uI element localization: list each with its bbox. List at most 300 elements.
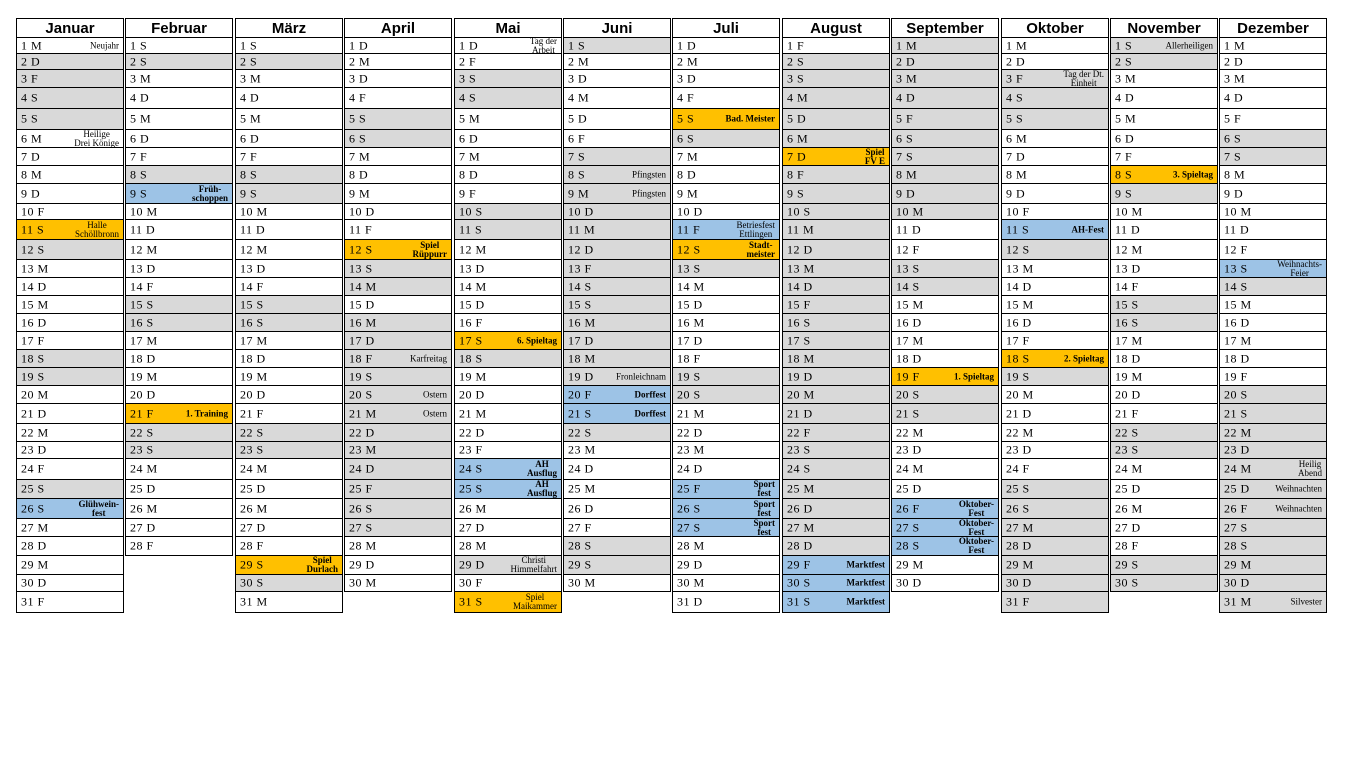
day-cell — [344, 537, 452, 556]
day-number: 11 M — [568, 222, 596, 236]
day-note: Fronleichnam — [616, 371, 666, 381]
day-number: 25 S — [21, 481, 45, 496]
day-cell — [891, 350, 999, 368]
day-number: 19 S — [21, 369, 45, 383]
day-number: 23 D — [1224, 442, 1250, 457]
day-number: 23 D — [21, 442, 47, 457]
day-cell — [454, 240, 562, 260]
day-number: 1 S — [240, 38, 258, 52]
day-cell — [454, 442, 562, 459]
day-number: 23 D — [896, 442, 922, 457]
day-number: 31 M — [1224, 594, 1252, 609]
day-cell — [344, 88, 452, 109]
day-number: 24 S — [787, 461, 811, 476]
day-note: Heilige Drei Könige — [74, 128, 119, 148]
day-cell — [1219, 332, 1327, 350]
day-number: 30 D — [1224, 575, 1250, 590]
day-note: AH-Fest — [1071, 224, 1104, 234]
day-note: Silvester — [1290, 596, 1322, 607]
day-number: 14 S — [896, 279, 920, 293]
day-cell — [782, 54, 890, 70]
day-cell — [454, 130, 562, 148]
day-number: 1 S — [1115, 38, 1133, 52]
day-cell — [344, 480, 452, 499]
day-cell — [891, 54, 999, 70]
day-number: 3 D — [568, 71, 588, 85]
day-cell — [1219, 404, 1327, 424]
day-number: 16 M — [568, 315, 596, 329]
day-number: 26 M — [1115, 501, 1143, 515]
day-number: 16 F — [459, 315, 483, 329]
day-number: 9 S — [787, 186, 805, 200]
day-cell — [563, 537, 671, 556]
day-cell — [235, 575, 343, 592]
day-cell — [454, 260, 562, 278]
day-cell — [672, 575, 780, 592]
day-cell — [454, 184, 562, 204]
day-number: 25 D — [1115, 481, 1141, 496]
day-number: 17 M — [130, 333, 158, 347]
day-cell — [125, 184, 233, 204]
day-cell — [1219, 184, 1327, 204]
day-cell — [563, 350, 671, 368]
day-cell — [1110, 240, 1218, 260]
day-number: 4 D — [1115, 90, 1135, 105]
day-note: AH Ausflug — [526, 459, 557, 478]
day-number: 30 F — [459, 575, 483, 590]
day-cell — [891, 442, 999, 459]
day-number: 13 S — [349, 261, 373, 275]
day-number: 31 S — [459, 594, 483, 609]
day-cell — [1001, 332, 1109, 350]
day-cell — [235, 386, 343, 404]
day-cell — [782, 537, 890, 556]
day-number: 21 M — [459, 406, 487, 420]
day-cell — [891, 404, 999, 424]
day-number: 9 D — [1006, 186, 1026, 200]
day-number: 20 M — [787, 387, 815, 401]
day-cell — [891, 459, 999, 480]
day-number: 16 D — [1224, 315, 1250, 329]
day-cell — [344, 204, 452, 220]
day-number: 15 D — [459, 297, 485, 311]
day-number: 16 M — [677, 315, 705, 329]
day-number: 4 D — [896, 90, 916, 105]
day-note: Oktober- Fest — [958, 536, 994, 555]
day-number: 6 M — [1006, 131, 1028, 145]
day-cell — [16, 459, 124, 480]
day-cell — [1110, 404, 1218, 424]
day-number: 9 F — [459, 186, 477, 200]
day-number: 3 S — [787, 71, 805, 85]
day-number: 13 M — [787, 261, 815, 275]
day-number: 11 S — [1006, 222, 1030, 236]
day-cell — [1110, 54, 1218, 70]
day-cell — [672, 368, 780, 386]
day-number: 13 D — [459, 261, 485, 275]
day-number: 22 D — [677, 425, 703, 439]
day-cell — [1110, 519, 1218, 537]
day-number: 29 M — [896, 557, 924, 572]
day-number: 16 S — [240, 315, 264, 329]
day-number: 29 S — [240, 557, 264, 572]
day-cell — [454, 166, 562, 184]
day-number: 19 M — [240, 369, 268, 383]
day-number: 28 F — [1115, 538, 1139, 553]
day-cell — [1219, 148, 1327, 166]
day-number: 11 F — [677, 222, 701, 236]
day-number: 7 M — [677, 149, 699, 163]
day-number: 11 D — [896, 222, 922, 236]
day-number: 5 M — [130, 111, 152, 126]
day-number: 18 D — [240, 351, 266, 365]
day-cell — [1110, 459, 1218, 480]
day-note: Spiel FV E — [864, 146, 885, 166]
day-cell — [1219, 240, 1327, 260]
day-cell — [672, 499, 780, 519]
day-number: 21 F — [130, 406, 154, 420]
day-number: 22 D — [349, 425, 375, 439]
day-cell — [1219, 575, 1327, 592]
day-number: 27 M — [787, 520, 815, 534]
day-cell — [16, 204, 124, 220]
day-number: 6 S — [349, 131, 367, 145]
day-note: Ostern — [423, 408, 447, 418]
day-cell — [563, 519, 671, 537]
day-number: 2 D — [1006, 54, 1026, 68]
day-number: 31 F — [1006, 594, 1030, 609]
day-number: 15 M — [1006, 297, 1034, 311]
day-number: 31 F — [21, 594, 45, 609]
day-cell — [1001, 240, 1109, 260]
day-cell — [16, 537, 124, 556]
day-number: 14 D — [21, 279, 47, 293]
day-cell — [125, 148, 233, 166]
day-cell — [16, 424, 124, 442]
day-cell — [1219, 368, 1327, 386]
day-note: 1. Spieltag — [953, 371, 994, 381]
day-cell — [563, 575, 671, 592]
day-number: 10 S — [459, 204, 483, 218]
day-cell — [454, 424, 562, 442]
day-cell — [235, 350, 343, 368]
day-number: 12 D — [568, 242, 594, 256]
day-number: 2 S — [240, 54, 258, 68]
day-cell — [891, 314, 999, 332]
day-number: 12 M — [459, 242, 487, 256]
day-cell — [344, 442, 452, 459]
day-cell — [344, 70, 452, 88]
day-number: 8 S — [1115, 167, 1133, 181]
day-cell — [454, 386, 562, 404]
day-cell — [672, 332, 780, 350]
day-note: Weihnachten — [1275, 483, 1322, 494]
day-number: 17 D — [568, 333, 594, 347]
day-cell — [1001, 260, 1109, 278]
day-number: 10 M — [896, 204, 924, 218]
day-note: Spiel Maikammer — [513, 592, 557, 611]
month-header: Oktober — [1001, 18, 1109, 38]
day-cell — [563, 296, 671, 314]
month-header: März — [235, 18, 343, 38]
day-cell — [1001, 166, 1109, 184]
day-cell — [125, 278, 233, 296]
day-number: 30 D — [896, 575, 922, 590]
day-number: 24 M — [896, 461, 924, 476]
day-number: 10 M — [130, 204, 158, 218]
day-cell — [1110, 184, 1218, 204]
day-cell — [1001, 296, 1109, 314]
day-cell — [563, 368, 671, 386]
day-note: Dorffest — [634, 408, 666, 418]
day-cell — [454, 109, 562, 130]
day-number: 28 D — [1006, 538, 1032, 553]
day-number: 3 M — [1224, 71, 1246, 85]
day-cell — [1110, 350, 1218, 368]
day-cell — [454, 278, 562, 296]
day-number: 24 F — [21, 461, 45, 476]
day-number: 24 D — [349, 461, 375, 476]
day-cell — [16, 130, 124, 148]
day-number: 28 M — [677, 538, 705, 553]
day-cell — [1001, 350, 1109, 368]
day-number: 26 M — [459, 501, 487, 515]
day-number: 17 D — [349, 333, 375, 347]
day-number: 29 D — [677, 557, 703, 572]
day-number: 24 F — [1006, 461, 1030, 476]
day-number: 28 S — [568, 538, 592, 553]
day-number: 12 S — [677, 242, 701, 256]
day-number: 5 M — [1115, 111, 1137, 126]
day-number: 25 D — [1224, 481, 1250, 496]
day-number: 30 S — [787, 575, 811, 590]
day-cell — [1001, 184, 1109, 204]
day-cell — [16, 88, 124, 109]
day-cell — [344, 556, 452, 575]
month-header: Januar — [16, 18, 124, 38]
day-cell — [125, 240, 233, 260]
day-number: 3 M — [896, 71, 918, 85]
day-cell — [672, 70, 780, 88]
day-number: 15 M — [896, 297, 924, 311]
day-cell — [782, 70, 890, 88]
day-cell — [235, 148, 343, 166]
day-number: 29 F — [787, 557, 811, 572]
day-cell — [891, 499, 999, 519]
day-cell — [1110, 296, 1218, 314]
day-cell — [454, 88, 562, 109]
day-number: 7 D — [1006, 149, 1026, 163]
day-cell — [782, 556, 890, 575]
day-cell — [563, 166, 671, 184]
day-cell — [563, 220, 671, 240]
day-number: 19 M — [130, 369, 158, 383]
day-cell — [1110, 204, 1218, 220]
day-cell — [782, 148, 890, 166]
day-number: 19 S — [677, 369, 701, 383]
day-cell — [782, 204, 890, 220]
day-number: 6 M — [21, 131, 43, 145]
day-number: 2 S — [787, 54, 805, 68]
day-number: 5 S — [1006, 111, 1024, 126]
month-header: Juli — [672, 18, 780, 38]
day-number: 11 D — [240, 222, 266, 236]
day-number: 4 M — [787, 90, 809, 105]
day-cell — [563, 499, 671, 519]
month-header: November — [1110, 18, 1218, 38]
day-cell — [891, 88, 999, 109]
day-cell — [16, 184, 124, 204]
day-number: 14 M — [349, 279, 377, 293]
day-number: 15 F — [787, 297, 811, 311]
day-number: 20 D — [1115, 387, 1141, 401]
day-number: 20 D — [459, 387, 485, 401]
day-number: 26 M — [240, 501, 268, 515]
day-cell — [1219, 314, 1327, 332]
day-cell — [1110, 368, 1218, 386]
day-number: 14 F — [130, 279, 154, 293]
day-cell — [344, 519, 452, 537]
day-number: 1 F — [787, 38, 805, 52]
day-cell — [672, 442, 780, 459]
day-cell — [672, 404, 780, 424]
day-cell — [672, 424, 780, 442]
day-number: 1 M — [896, 38, 918, 52]
day-cell — [1219, 499, 1327, 519]
day-number: 28 S — [896, 538, 920, 553]
day-number: 24 S — [459, 461, 483, 476]
day-number: 7 F — [240, 149, 258, 163]
day-number: 25 S — [459, 481, 483, 496]
day-cell — [782, 88, 890, 109]
day-number: 13 M — [21, 261, 49, 275]
day-number: 23 M — [568, 442, 596, 457]
day-number: 1 S — [130, 38, 148, 52]
day-cell — [782, 386, 890, 404]
day-cell — [16, 54, 124, 70]
day-cell — [672, 220, 780, 240]
day-number: 18 M — [568, 351, 596, 365]
day-cell — [235, 220, 343, 240]
day-number: 19 S — [1006, 369, 1030, 383]
day-number: 2 D — [896, 54, 916, 68]
day-cell — [563, 184, 671, 204]
day-number: 14 D — [787, 279, 813, 293]
day-cell — [891, 575, 999, 592]
day-cell — [672, 592, 780, 613]
day-number: 5 S — [21, 111, 39, 126]
day-number: 26 S — [1006, 501, 1030, 515]
day-number: 14 M — [459, 279, 487, 293]
day-cell — [782, 459, 890, 480]
day-cell — [125, 260, 233, 278]
day-number: 15 S — [130, 297, 154, 311]
day-cell — [344, 184, 452, 204]
day-number: 28 D — [21, 538, 47, 553]
day-cell — [125, 424, 233, 442]
day-number: 14 S — [568, 279, 592, 293]
day-number: 22 M — [21, 425, 49, 439]
day-cell — [1001, 109, 1109, 130]
day-number: 17 S — [459, 333, 483, 347]
day-cell — [125, 204, 233, 220]
day-number: 15 D — [677, 297, 703, 311]
day-number: 19 D — [787, 369, 813, 383]
day-cell — [1219, 296, 1327, 314]
month-header: April — [344, 18, 452, 38]
day-number: 8 D — [349, 167, 369, 181]
day-number: 8 M — [1006, 167, 1028, 181]
day-number: 10 M — [1224, 204, 1252, 218]
day-number: 27 D — [240, 520, 266, 534]
day-cell — [782, 499, 890, 519]
month-header: Mai — [454, 18, 562, 38]
day-number: 15 S — [240, 297, 264, 311]
day-number: 22 S — [1115, 425, 1139, 439]
day-number: 18 S — [459, 351, 483, 365]
day-cell — [672, 459, 780, 480]
day-number: 28 F — [240, 538, 264, 553]
day-cell — [235, 70, 343, 88]
day-number: 29 M — [21, 557, 49, 572]
day-note: 3. Spieltag — [1172, 169, 1213, 179]
day-note: Glühwein- fest — [78, 498, 119, 518]
day-cell — [235, 404, 343, 424]
day-cell — [1110, 220, 1218, 240]
day-cell — [125, 38, 233, 54]
day-cell — [1110, 314, 1218, 332]
day-cell — [344, 386, 452, 404]
day-number: 11 S — [459, 222, 483, 236]
day-number: 27 D — [130, 520, 156, 534]
day-cell — [563, 130, 671, 148]
day-note: Ostern — [423, 389, 447, 399]
day-cell — [563, 278, 671, 296]
day-number: 16 D — [896, 315, 922, 329]
day-number: 10 F — [21, 204, 45, 218]
day-cell — [891, 332, 999, 350]
day-number: 21 M — [349, 406, 377, 420]
day-number: 9 S — [1115, 186, 1133, 200]
day-number: 15 S — [568, 297, 592, 311]
day-cell — [235, 184, 343, 204]
day-cell — [672, 537, 780, 556]
day-cell — [16, 38, 124, 54]
day-cell — [344, 166, 452, 184]
day-cell — [235, 537, 343, 556]
day-number: 11 D — [1224, 222, 1250, 236]
day-cell — [1001, 499, 1109, 519]
day-number: 20 D — [240, 387, 266, 401]
day-cell — [782, 184, 890, 204]
day-note: Bad. Meister — [725, 113, 775, 124]
day-number: 7 F — [1115, 149, 1133, 163]
day-number: 29 S — [568, 557, 592, 572]
day-cell — [454, 314, 562, 332]
day-number: 20 M — [21, 387, 49, 401]
day-number: 30 D — [21, 575, 47, 590]
day-number: 30 S — [240, 575, 264, 590]
day-cell — [235, 204, 343, 220]
day-cell — [1219, 442, 1327, 459]
day-number: 16 S — [1115, 315, 1139, 329]
day-cell — [16, 332, 124, 350]
day-number: 9 M — [349, 186, 371, 200]
day-number: 2 M — [568, 54, 590, 68]
day-cell — [672, 519, 780, 537]
day-number: 23 M — [677, 442, 705, 457]
day-number: 19 S — [349, 369, 373, 383]
